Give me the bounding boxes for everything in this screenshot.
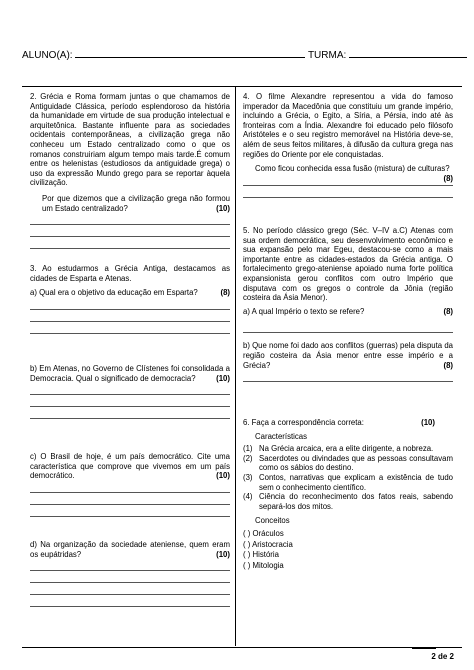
q4-text: 4. O filme Alexandre representou a vida do famoso imperador da Macedônia que constituiu um grande império, incluindo a Grécia, o Egito, a Síria, a Pérsia, indo até às fronteiras com a Índia. Alexandre foi educado pelo filósofo Aristóteles e o seu registro memorável na História deve-se, além de seus feitos militares, à difusão da cultura grega nas regiões do Oriente por ele conquistadas. [243,92,453,159]
q5b-question: b) Que nome foi dado aos conflitos (guerras) pela disputa da região costeira da Ásia menor entre esse império e a Grécia? (8) [243,341,453,370]
q6-score: (10) [421,418,435,427]
q3c-score: (10) [216,471,230,481]
answer-line[interactable] [30,224,230,225]
answer-line[interactable] [30,333,230,334]
question-5 [243,226,453,382]
answer-line[interactable] [243,332,453,333]
q3b-question: b) Em Atenas, no Governo de Clístenes foi consolidada a Democracia. Qual o significado de democracia? (10) [30,364,230,383]
question-3d [30,540,230,607]
characteristic-item [243,444,453,454]
q6-characteristics-list [243,444,453,511]
q3b-score: (10) [216,373,230,383]
student-header [22,48,467,61]
question-6 [243,418,453,571]
answer-line[interactable] [30,492,230,493]
q6-title: 6. Faça a correspondência correta: (10) [243,418,435,427]
characteristic-text: Contos, narrativas que explicam a existência de tudo sem o conhecimento científico. [259,472,453,492]
characteristic-number: (3) [243,472,253,482]
q3d-score: (10) [216,549,230,559]
characteristic-text: Ciência do reconhecimento dos fatos reais, sabendo separá-los dos mitos. [259,492,453,511]
characteristic-item [243,473,453,492]
answer-line[interactable] [30,321,230,322]
question-3 [30,264,230,334]
q5a-question: a) A qual Império o texto se refere? (8) [243,306,453,316]
question-2 [30,92,230,249]
answer-line[interactable] [30,236,230,237]
characteristic-number: (4) [243,492,253,502]
answer-line[interactable] [30,309,230,310]
answer-line[interactable] [30,570,230,571]
column-divider [235,86,236,646]
answer-line[interactable] [30,582,230,583]
footer-rule [412,648,436,649]
q4-question: Como ficou conhecida essa fusão (mistura) de culturas? (8) [255,164,453,183]
q3c-question: c) O Brasil de hoje, é um país democrático. Cite uma característica que comprove que vivemos em um país democrático. (10) [30,452,230,481]
characteristic-item [243,492,453,511]
q6-concepts-label: Conceitos [255,516,290,526]
aluno-label: ALUNO(A): [22,50,73,61]
characteristic-text: Na Grécia arcaica, era a elite dirigente, a nobreza. [259,444,434,454]
answer-line[interactable] [30,606,230,607]
q3d-question: d) Na organização da sociedade ateniense, quem eram os eupátridas? (10) [30,540,230,559]
turma-label: TURMA: [307,50,347,61]
concept-item[interactable]: ( ) Oráculos [243,528,284,538]
answer-line[interactable] [30,418,230,419]
characteristic-number: (2) [243,453,253,463]
answer-line[interactable] [243,381,453,382]
q5a-score: (8) [443,306,453,316]
q3-intro: 3. Ao estudarmos a Grécia Antiga, destacamos as cidades de Esparta e Atenas. [30,264,230,283]
question-3c [30,452,230,517]
answer-line[interactable] [30,406,230,407]
q2-score: (10) [216,203,230,213]
answer-line[interactable] [30,504,230,505]
concept-item[interactable]: ( ) Aristocracia [243,539,293,549]
q2-text: 2. Grécia e Roma formam juntas o que chamamos de Antiguidade Clássica, período esplendoroso da história da humanidade em virtude de sua produção intelectual e arquitetônica. Bastante influente para as sociedades ocidentais contemporâneas, a civilização grega não conheceu um Estado centralizado como o que os romanos construiriam algum tempo mais tarde.É comum entre os helenistas (estudiosos da antiguidade grega) o uso da expressão Mundo grego para se reportar àquela civilização. [30,92,230,188]
q2-question: Por que dizemos que a civilização grega não formou um Estado centralizado? (10) [42,193,230,213]
aluno-name-field[interactable] [75,48,305,58]
q3a-question: a) Qual era o objetivo da educação em Esparta? (8) [30,288,230,298]
answer-line[interactable] [30,516,230,517]
answer-line[interactable] [30,394,230,395]
characteristic-item [243,454,453,473]
answer-line[interactable] [30,248,230,249]
q4-score: (8) [443,173,453,183]
concept-item[interactable]: ( ) História [243,550,279,560]
characteristic-number: (1) [243,444,253,454]
q3a-score: (8) [220,288,230,298]
answer-line[interactable] [30,594,230,595]
turma-field[interactable] [349,48,467,58]
q5b-score: (8) [443,360,453,370]
concept-item[interactable]: ( ) Mitologia [243,560,284,570]
answer-line[interactable] [243,197,453,198]
characteristic-text: Sacerdotes ou divindades que as pessoas consultavam como os sábios do destino. [259,453,453,473]
question-3b [30,364,230,419]
q6-concepts-list [243,529,453,570]
q6-characteristics-label: Características [255,431,307,441]
question-4 [243,92,453,198]
q5-text: 5. No período clássico grego (Séc. V–IV a.C) Atenas com sua ordem democrática, seu desenvolvimento econômico e sua expansão pelo mar Egeu, destacou-se como a mais importante entre as cidades-estados da Grécia antiga. O fortalecimento grego-ateniense apoiado numa forte política expansionista gerou conflitos com outro Império que disputava com os gregos o controle da Jônia (região costeira da Ásia Menor). [243,226,453,303]
answer-line[interactable] [243,185,453,186]
page-number: 2 de 2 [431,652,454,661]
